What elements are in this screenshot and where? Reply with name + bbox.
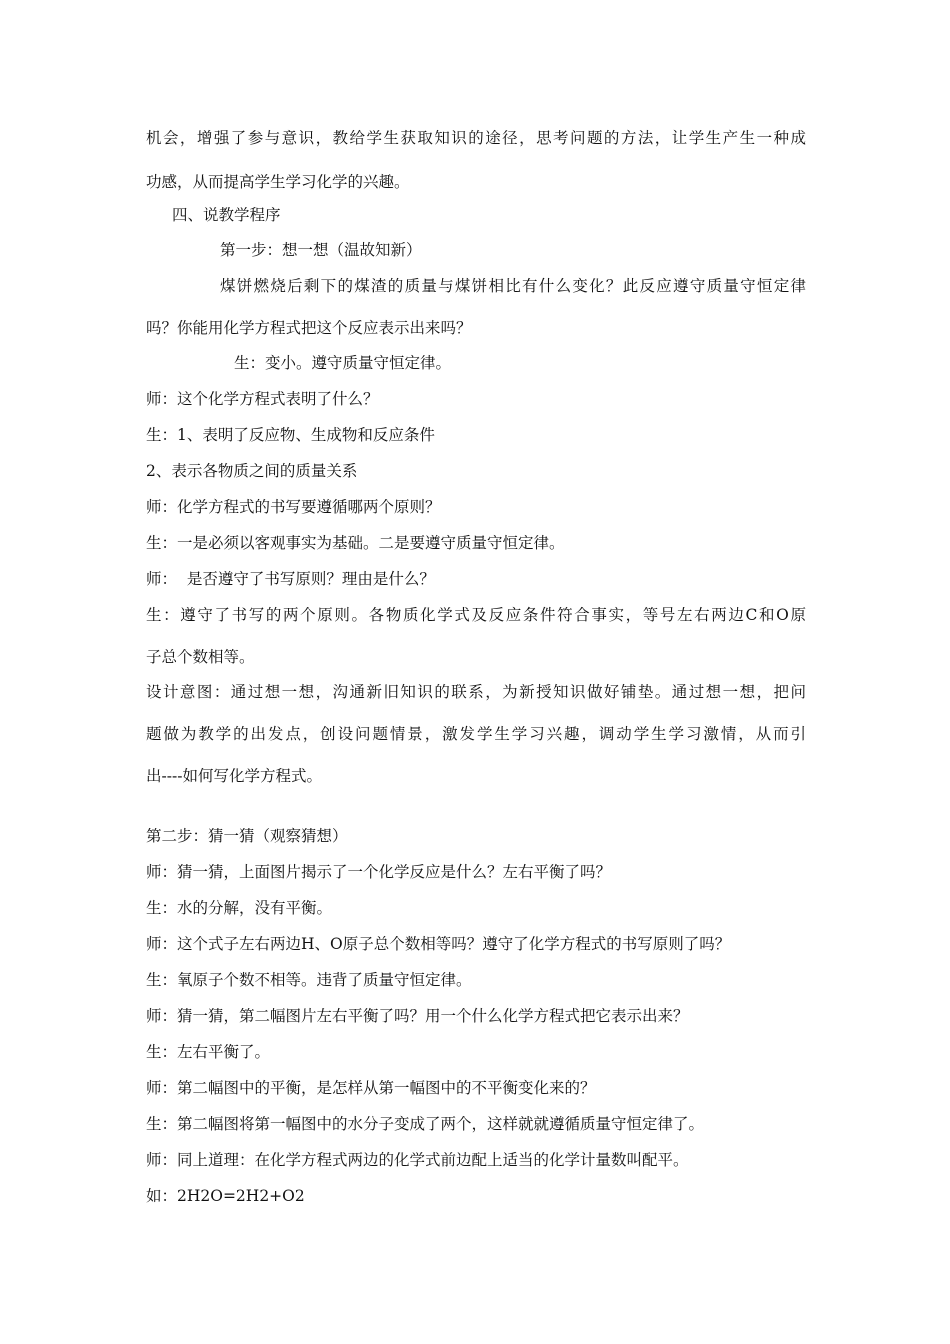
- dialogue-line: 师：猜一猜，上面图片揭示了一个化学反应是什么？左右平衡了吗？: [146, 863, 612, 881]
- dialogue-line: 师：这个式子左右两边H、O原子总个数相等吗？遵守了化学方程式的书写原则了吗？: [146, 935, 731, 953]
- step-heading: 第二步：猜一猜（观察猜想）: [146, 827, 348, 845]
- dialogue-line: 师：同上道理：在化学方程式两边的化学式前边配上适当的化学计量数叫配平。: [146, 1151, 689, 1169]
- dialogue-line: 生：遵守了书写的两个原则。各物质化学式及反应条件符合事实，等号左右两边C和O原: [146, 606, 806, 624]
- dialogue-line: 师：这个化学方程式表明了什么？: [146, 390, 379, 408]
- dialogue-line: 生：水的分解，没有平衡。: [146, 899, 333, 917]
- equation-line: 如：2H2O=2H2+O2: [146, 1187, 305, 1205]
- paragraph-line: 设计意图：通过想一想，沟通新旧知识的联系，为新授知识做好铺垫。通过想一想，把问: [146, 683, 806, 701]
- paragraph-line: 吗？你能用化学方程式把这个反应表示出来吗？: [146, 319, 472, 337]
- paragraph-line: 功感，从而提高学生学习化学的兴趣。: [146, 173, 410, 191]
- dialogue-line: 生：左右平衡了。: [146, 1043, 271, 1061]
- paragraph-line: 题做为教学的出发点，创设问题情景，激发学生学习兴趣，调动学生学习激情，从而引: [146, 725, 806, 743]
- dialogue-line: 子总个数相等。: [146, 648, 255, 666]
- dialogue-line: 2、表示各物质之间的质量关系: [146, 462, 358, 480]
- paragraph-line: 煤饼燃烧后剩下的煤渣的质量与煤饼相比有什么变化？此反应遵守质量守恒定律: [220, 277, 806, 295]
- dialogue-line: 师：猜一猜，第二幅图片左右平衡了吗？用一个什么化学方程式把它表示出来？: [146, 1007, 689, 1025]
- step-heading: 第一步：想一想（温故知新）: [220, 241, 422, 259]
- paragraph-line: 出----如何写化学方程式。: [146, 767, 322, 785]
- dialogue-line: 生：第二幅图将第一幅图中的水分子变成了两个，这样就就遵循质量守恒定律了。: [146, 1115, 705, 1133]
- dialogue-line: 师：第二幅图中的平衡，是怎样从第一幅图中的不平衡变化来的？: [146, 1079, 596, 1097]
- dialogue-line: 生：1、表明了反应物、生成物和反应条件: [146, 426, 435, 444]
- dialogue-line: 师：化学方程式的书写要遵循哪两个原则？: [146, 498, 441, 516]
- dialogue-line: 生：一是必须以客观事实为基础。二是要遵守质量守恒定律。: [146, 534, 565, 552]
- dialogue-line: 生：氧原子个数不相等。违背了质量守恒定律。: [146, 971, 472, 989]
- dialogue-line: 生：变小。遵守质量守恒定律。: [234, 354, 452, 372]
- section-heading: 四、说教学程序: [172, 206, 281, 224]
- dialogue-line: 师： 是否遵守了书写原则？理由是什么？: [146, 570, 435, 588]
- paragraph-line: 机会，增强了参与意识，教给学生获取知识的途径，思考问题的方法，让学生产生一种成: [146, 129, 806, 147]
